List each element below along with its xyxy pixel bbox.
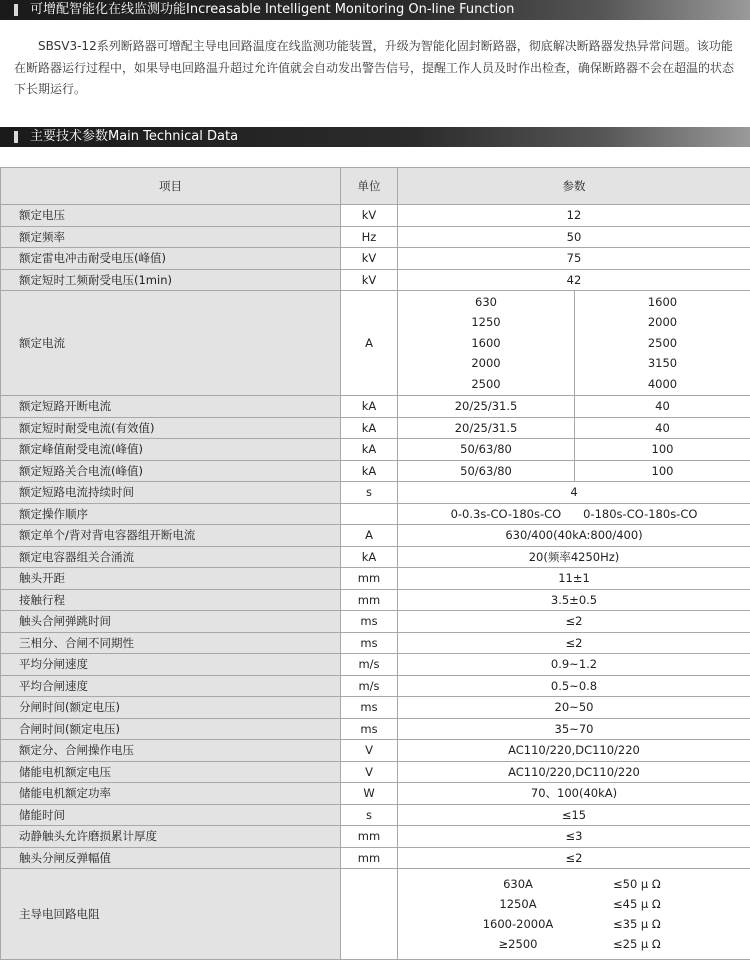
resistance-current: 1600-2000A	[482, 917, 554, 931]
resistance-values	[398, 869, 750, 960]
row-item: 额定短时工频耐受电压(1min)	[1, 269, 341, 291]
technical-data-table	[0, 167, 750, 960]
row-value: 35~70	[398, 718, 750, 740]
row-value: ≤15	[398, 804, 750, 826]
row-value: 20(频率4250Hz)	[398, 546, 750, 568]
row-unit: kA	[341, 546, 398, 568]
row-value: 4	[398, 482, 750, 504]
row-item: 储能时间	[1, 804, 341, 826]
table-header-row	[1, 168, 750, 205]
table-row-resistance	[1, 869, 750, 960]
table-row	[1, 205, 750, 227]
row-value-left: 50/63/80	[398, 439, 575, 461]
resistance-row	[398, 874, 750, 894]
row-unit	[341, 869, 398, 960]
table-row	[1, 611, 750, 633]
current-left-values	[398, 291, 575, 396]
table-row	[1, 847, 750, 869]
row-unit: mm	[341, 589, 398, 611]
row-item: 触头分闸反弹幅值	[1, 847, 341, 869]
section-marker	[14, 4, 18, 16]
table-row	[1, 783, 750, 805]
current-value: 2500	[471, 376, 501, 391]
row-value: AC110/220,DC110/220	[398, 740, 750, 762]
row-value: ≤2	[398, 632, 750, 654]
resistance-current: ≥2500	[498, 937, 538, 951]
table-row	[1, 804, 750, 826]
row-item: 额定电压	[1, 205, 341, 227]
table-row	[1, 546, 750, 568]
table-row	[1, 675, 750, 697]
row-unit: W	[341, 783, 398, 805]
row-unit: kA	[341, 417, 398, 439]
row-item: 额定单个/背对背电容器组开断电流	[1, 525, 341, 547]
row-unit: mm	[341, 826, 398, 848]
row-value: ≤3	[398, 826, 750, 848]
table-row	[1, 226, 750, 248]
row-value: 0-0.3s-CO-180s-CO 0-180s-CO-180s-CO	[398, 503, 750, 525]
row-unit: kV	[341, 269, 398, 291]
row-value: 12	[398, 205, 750, 227]
row-item: 接触行程	[1, 589, 341, 611]
table-row	[1, 654, 750, 676]
resistance-current: 630A	[503, 877, 533, 891]
table-row	[1, 482, 750, 504]
row-item: 储能电机额定电压	[1, 761, 341, 783]
current-value: 4000	[647, 376, 678, 391]
row-unit: mm	[341, 568, 398, 590]
row-unit: kA	[341, 439, 398, 461]
table-row	[1, 568, 750, 590]
tech-data-section-header	[0, 127, 750, 147]
row-unit: mm	[341, 847, 398, 869]
current-value: 1250	[471, 315, 501, 330]
row-unit: V	[341, 761, 398, 783]
monitoring-description: SBSV3-12系列断路器可增配主导电回路温度在线监测功能装置，升级为智能化固封断路器，彻底解决断路器发热异常问题。该功能在断路器运行过程中，如果导电回路温升超过允许值就会自动发出警告信号，提醒工作人员及时作出检查，确保断路器不会在超温的状态下长期运行。	[14, 39, 735, 96]
row-unit: m/s	[341, 654, 398, 676]
table-row	[1, 589, 750, 611]
row-item: 额定峰值耐受电流(峰值)	[1, 439, 341, 461]
header-param: 参数	[398, 168, 750, 205]
row-unit: A	[341, 525, 398, 547]
monitoring-section-header	[0, 0, 750, 20]
current-value: 2500	[647, 335, 678, 350]
row-unit: ms	[341, 718, 398, 740]
resistance-row	[398, 894, 750, 914]
resistance-row	[398, 934, 750, 954]
row-value: 630/400(40kA:800/400)	[398, 525, 750, 547]
row-value: ≤2	[398, 611, 750, 633]
row-item: 额定分、合闸操作电压	[1, 740, 341, 762]
current-value: 1600	[647, 294, 678, 309]
resistance-current: 1250A	[499, 897, 537, 911]
row-value-left: 20/25/31.5	[398, 396, 575, 418]
row-item: 触头开距	[1, 568, 341, 590]
row-item: 额定短时耐受电流(有效值)	[1, 417, 341, 439]
table-row	[1, 525, 750, 547]
row-value: 42	[398, 269, 750, 291]
row-unit: Hz	[341, 226, 398, 248]
row-value: 0.9~1.2	[398, 654, 750, 676]
row-unit: ms	[341, 632, 398, 654]
row-item: 额定雷电冲击耐受电压(峰值)	[1, 248, 341, 270]
resistance-value: ≤35 μ Ω	[613, 917, 661, 931]
resistance-value: ≤25 μ Ω	[613, 937, 661, 951]
row-item: 触头合闸弹跳时间	[1, 611, 341, 633]
table-row	[1, 269, 750, 291]
row-item: 额定频率	[1, 226, 341, 248]
row-item: 分闸时间(额定电压)	[1, 697, 341, 719]
row-item: 储能电机额定功率	[1, 783, 341, 805]
row-item: 额定短路电流持续时间	[1, 482, 341, 504]
table-row	[1, 718, 750, 740]
row-unit: kV	[341, 248, 398, 270]
row-value: 50	[398, 226, 750, 248]
row-item: 额定电容器组关合涌流	[1, 546, 341, 568]
table-row	[1, 697, 750, 719]
row-unit: A	[341, 291, 398, 396]
table-row	[1, 417, 750, 439]
row-unit: m/s	[341, 675, 398, 697]
current-value: 2000	[647, 315, 678, 330]
table-row	[1, 503, 750, 525]
row-value: 11±1	[398, 568, 750, 590]
table-row	[1, 632, 750, 654]
section-marker	[14, 131, 18, 143]
current-value: 2000	[471, 356, 501, 371]
row-unit: kA	[341, 396, 398, 418]
header-item: 项目	[1, 168, 341, 205]
table-row	[1, 761, 750, 783]
row-value-right: 40	[575, 396, 750, 418]
current-value: 1600	[471, 335, 501, 350]
table-row-rated-current	[1, 291, 750, 396]
row-unit: ms	[341, 697, 398, 719]
row-value: 3.5±0.5	[398, 589, 750, 611]
row-item: 平均分闸速度	[1, 654, 341, 676]
row-value: ≤2	[398, 847, 750, 869]
row-unit	[341, 503, 398, 525]
table-row	[1, 826, 750, 848]
row-item: 额定电流	[1, 291, 341, 396]
row-unit: V	[341, 740, 398, 762]
row-value-left: 20/25/31.5	[398, 417, 575, 439]
row-item: 合闸时间(额定电压)	[1, 718, 341, 740]
row-item: 平均合闸速度	[1, 675, 341, 697]
row-value: AC110/220,DC110/220	[398, 761, 750, 783]
row-value-right: 100	[575, 460, 750, 482]
table-row	[1, 439, 750, 461]
current-right-values	[575, 291, 750, 396]
row-value: 20~50	[398, 697, 750, 719]
row-value-left: 50/63/80	[398, 460, 575, 482]
row-item: 三相分、合闸不同期性	[1, 632, 341, 654]
resistance-value: ≤45 μ Ω	[613, 897, 661, 911]
row-unit: s	[341, 804, 398, 826]
resistance-value: ≤50 μ Ω	[613, 877, 661, 891]
row-unit: ms	[341, 611, 398, 633]
row-value: 0.5~0.8	[398, 675, 750, 697]
row-value: 75	[398, 248, 750, 270]
row-item: 额定短路开断电流	[1, 396, 341, 418]
row-item: 动静触头允许磨损累计厚度	[1, 826, 341, 848]
row-unit: kA	[341, 460, 398, 482]
row-value-right: 40	[575, 417, 750, 439]
row-value: 70、100(40kA)	[398, 783, 750, 805]
row-item: 额定短路关合电流(峰值)	[1, 460, 341, 482]
row-unit: kV	[341, 205, 398, 227]
row-item: 主导电回路电阻	[1, 869, 341, 960]
monitoring-section-title: 可增配智能化在线监测功能Increasable Intelligent Monitoring On-line Function	[30, 2, 515, 17]
table-row	[1, 248, 750, 270]
row-value-right: 100	[575, 439, 750, 461]
row-item: 额定操作顺序	[1, 503, 341, 525]
table-row	[1, 740, 750, 762]
resistance-row	[398, 914, 750, 934]
row-unit: s	[341, 482, 398, 504]
current-value: 630	[475, 294, 497, 309]
header-unit: 单位	[341, 168, 398, 205]
table-row	[1, 396, 750, 418]
table-row	[1, 460, 750, 482]
tech-data-section-title: 主要技术参数Main Technical Data	[30, 129, 239, 144]
current-value: 3150	[647, 356, 678, 371]
